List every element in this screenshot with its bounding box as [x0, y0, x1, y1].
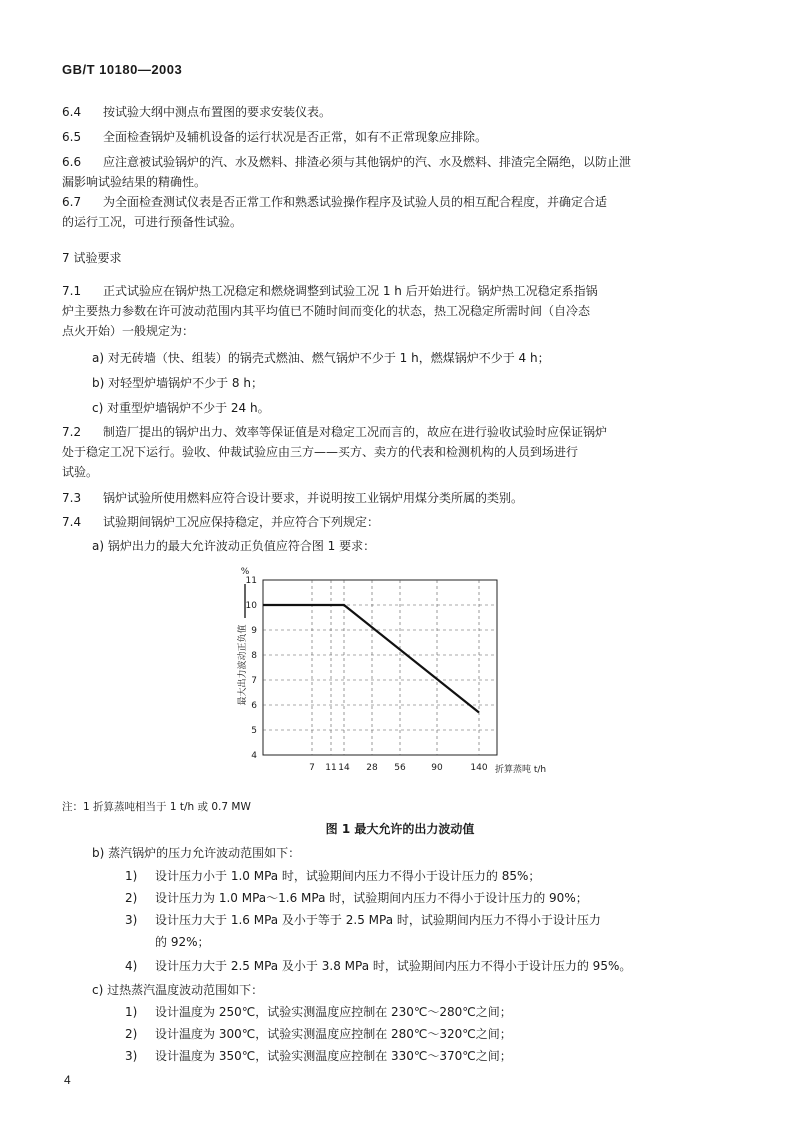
sub-item-text: 设计温度为 250℃，试验实测温度应控制在 230℃～280℃之间；	[155, 1005, 512, 1019]
chart-y-axis-label: 最大出力波动正负值	[238, 624, 248, 706]
chart-series-line	[263, 605, 479, 713]
chart-x-tick-label: 14	[338, 763, 350, 773]
list-item: c) 对重型炉墙锅炉不少于 24 h。	[92, 401, 270, 415]
chart-frame	[263, 580, 497, 755]
clause-number: 7.2	[62, 425, 82, 439]
chart-y-tick-label: 5	[251, 726, 257, 736]
clause-text: 锅炉试验所使用燃料应符合设计要求，并说明按工业锅炉用煤分类所属的类别。	[103, 491, 524, 505]
standard-code: GB/T 10180—2003	[62, 62, 183, 77]
chart-y-tick-label: 7	[251, 676, 257, 686]
clause-text-continued: 炉主要热力参数在许可波动范围内其平均值已不随时间而变化的状态，热工况稳定所需时间（自冷态	[62, 304, 591, 318]
clause-text-continued: 处于稳定工况下运行。验收、仲裁试验应由三方——买方、卖方的代表和检测机构的人员到场进行	[62, 445, 579, 459]
sub-item-number: 1)	[125, 869, 138, 883]
sub-item-text: 设计压力大于 1.6 MPa 及小于等于 2.5 MPa 时，试验期间内压力不得小于设计压力	[155, 913, 601, 927]
chart-x-tick-label: 28	[366, 763, 378, 773]
section-heading: 7 试验要求	[62, 251, 122, 265]
sub-item-text: 设计压力小于 1.0 MPa 时，试验期间内压力不得小于设计压力的 85%；	[155, 869, 541, 883]
list-item: a) 锅炉出力的最大允许波动正负值应符合图 1 要求：	[92, 539, 376, 553]
chart-y-tick-label: 9	[251, 626, 257, 636]
clause-number: 6.4	[62, 105, 82, 119]
clause-number: 7.4	[62, 515, 82, 529]
chart-y-tick-label: 6	[251, 701, 257, 711]
clause-number: 6.6	[62, 155, 82, 169]
clause-number: 7.3	[62, 491, 82, 505]
chart-x-axis-label: 折算蒸吨 t/h	[495, 765, 547, 775]
clause-text: 应注意被试验锅炉的汽、水及燃料、排渣必须与其他锅炉的汽、水及燃料、排渣完全隔绝，以防止泄	[103, 155, 632, 169]
list-item: c) 过热蒸汽温度波动范围如下：	[92, 983, 264, 997]
sub-item-text: 设计压力为 1.0 MPa～1.6 MPa 时，试验期间内压力不得小于设计压力的 90%；	[155, 891, 588, 905]
clause-number: 6.7	[62, 195, 82, 209]
clause-text: 按试验大纲中测点布置图的要求安装仪表。	[103, 105, 332, 119]
list-item: b) 蒸汽锅炉的压力允许波动范围如下：	[92, 846, 301, 860]
clause-text: 全面检查锅炉及辅机设备的运行状况是否正常，如有不正常现象应排除。	[103, 130, 488, 144]
chart-y-tick-label: 8	[251, 651, 257, 661]
chart-y-unit: %	[240, 567, 250, 577]
clause-text-continued: 漏影响试验结果的精确性。	[62, 175, 207, 189]
chart-x-ticks	[309, 763, 488, 773]
clause-text: 正式试验应在锅炉热工况稳定和燃烧调整到试验工况 1 h 后开始进行。锅炉热工况稳定系指锅	[103, 284, 598, 298]
sub-item-number: 3)	[125, 913, 138, 927]
clause-number: 6.5	[62, 130, 82, 144]
clause-text: 制造厂提出的锅炉出力、效率等保证值是对稳定工况而言的，故应在进行验收试验时应保证锅炉	[103, 425, 608, 439]
sub-item-number: 4)	[125, 959, 138, 973]
chart-y-tick-label: 11	[245, 576, 257, 586]
chart-x-tick-label: 90	[431, 763, 443, 773]
figure-note: 注：1 折算蒸吨相当于 1 t/h 或 0.7 MW	[62, 801, 251, 813]
chart-y-tick-label: 4	[251, 751, 257, 761]
chart-series	[263, 605, 479, 713]
list-item: b) 对轻型炉墙锅炉不少于 8 h；	[92, 376, 263, 390]
page-number: 4	[64, 1073, 71, 1087]
sub-item-number: 3)	[125, 1049, 138, 1063]
clause-text: 试验期间锅炉工况应保持稳定，并应符合下列规定：	[103, 515, 380, 529]
sub-item-number: 2)	[125, 891, 138, 905]
clause-text-continued: 试验。	[62, 465, 99, 479]
sub-item-text: 设计温度为 350℃，试验实测温度应控制在 330℃～370℃之间；	[155, 1049, 512, 1063]
chart-grid	[245, 580, 497, 755]
chart-x-tick-label: 11	[325, 763, 337, 773]
list-item: a) 对无砖墙（快、组装）的锅壳式燃油、燃气锅炉不少于 1 h，燃煤锅炉不少于 4 h；	[92, 351, 550, 365]
sub-item-text-continued: 的 92%；	[155, 935, 210, 949]
chart-x-tick-label: 56	[394, 763, 406, 773]
clause-text-continued: 点火开始）一般规定为：	[62, 324, 195, 338]
clause-text-continued: 的运行工况，可进行预备性试验。	[62, 215, 243, 229]
figure-caption: 图 1 最大允许的出力波动值	[325, 822, 475, 836]
sub-item-text: 设计压力大于 2.5 MPa 及小于 3.8 MPa 时，试验期间内压力不得小于设计压力的 95%。	[155, 959, 632, 973]
chart-x-tick-label: 140	[470, 763, 488, 773]
clause-text: 为全面检查测试仪表是否正常工作和熟悉试验操作程序及试验人员的相互配合程度，并确定合适	[103, 195, 608, 209]
chart-x-tick-label: 7	[309, 763, 315, 773]
clause-number: 7.1	[62, 284, 82, 298]
sub-item-number: 1)	[125, 1005, 138, 1019]
sub-item-number: 2)	[125, 1027, 138, 1041]
chart-y-tick-label: 10	[245, 601, 257, 611]
sub-item-text: 设计温度为 300℃，试验实测温度应控制在 280℃～320℃之间；	[155, 1027, 512, 1041]
figure-1-chart	[205, 560, 605, 810]
